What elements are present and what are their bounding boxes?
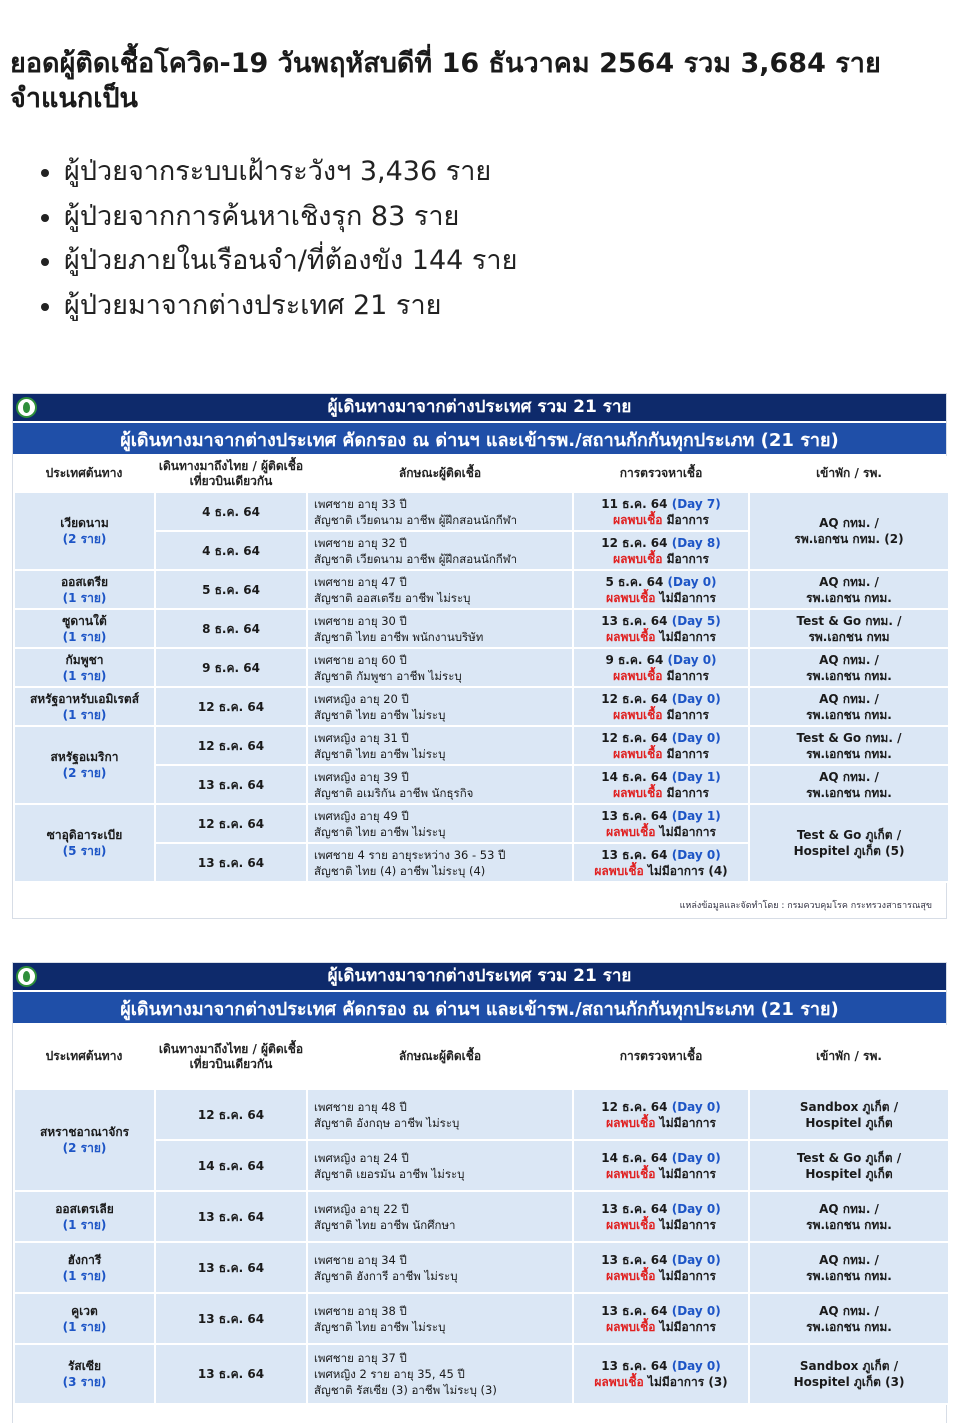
column-header: เข้าพัก / รพ.: [749, 1025, 949, 1089]
column-header: ลักษณะผู้ติดเชื้อ: [307, 456, 573, 492]
trait-cell: เพศชาย อายุ 32 ปี สัญชาติ เวียดนาม อาชีพ ผู้ฝึกสอนนักกีฬา: [307, 531, 573, 570]
table-row: [14, 687, 949, 726]
country-cell: รัสเซีย (3 ราย): [14, 1344, 155, 1404]
table-row: [14, 765, 949, 804]
card-subtitle: ผู้เดินทางมาจากต่างประเทศ คัดกรอง ณ ด่านฯ และเข้ารพ./สถานกักกันทุกประเภท (21 ราย): [13, 990, 946, 1025]
table-row: [14, 1140, 949, 1191]
column-header: เดินทางมาถึงไทย / ผู้ติดเชื้อเที่ยวบินเดียวกัน: [155, 456, 307, 492]
table-row: [14, 1293, 949, 1344]
stay-cell: Test & Go ภูเก็ต / Hospitel ภูเก็ต (5): [749, 804, 949, 882]
infographic-card-1: [12, 393, 947, 919]
country-cell: เวียดนาม (2 ราย): [14, 492, 155, 570]
list-item: ผู้ป่วยจากระบบเฝ้าระวังฯ 3,436 ราย: [38, 150, 938, 195]
column-header: การตรวจหาเชื้อ: [573, 1025, 749, 1089]
column-header: ลักษณะผู้ติดเชื้อ: [307, 1025, 573, 1089]
arrival-cell: 14 ธ.ค. 64: [155, 1140, 307, 1191]
test-cell: 13 ธ.ค. 64 (Day 0) ผลพบเชื้อ ไม่มีอาการ: [573, 1293, 749, 1344]
table-row: [14, 804, 949, 843]
test-cell: 13 ธ.ค. 64 (Day 0) ผลพบเชื้อ ไม่มีอาการ (3): [573, 1344, 749, 1404]
trait-cell: เพศชาย อายุ 30 ปี สัญชาติ ไทย อาชีพ พนักงานบริษัท: [307, 609, 573, 648]
stay-cell: AQ กทม. / รพ.เอกชน กทม.: [749, 648, 949, 687]
test-cell: 12 ธ.ค. 64 (Day 0) ผลพบเชื้อ มีอาการ: [573, 687, 749, 726]
table-row: [14, 726, 949, 765]
arrival-cell: 13 ธ.ค. 64: [155, 765, 307, 804]
test-cell: 11 ธ.ค. 64 (Day 7) ผลพบเชื้อ มีอาการ: [573, 492, 749, 531]
country-cell: ฮังการี (1 ราย): [14, 1242, 155, 1293]
test-cell: 14 ธ.ค. 64 (Day 0) ผลพบเชื้อ ไม่มีอาการ: [573, 1140, 749, 1191]
test-cell: 12 ธ.ค. 64 (Day 0) ผลพบเชื้อ มีอาการ: [573, 726, 749, 765]
stay-cell: AQ กทม. / รพ.เอกชน กทม.: [749, 1293, 949, 1344]
arrival-cell: 4 ธ.ค. 64: [155, 531, 307, 570]
arrival-cell: 5 ธ.ค. 64: [155, 570, 307, 609]
column-header: ประเทศต้นทาง: [14, 456, 155, 492]
arrival-cell: 13 ธ.ค. 64: [155, 1242, 307, 1293]
trait-cell: เพศหญิง อายุ 20 ปี สัญชาติ ไทย อาชีพ ไม่ระบุ: [307, 687, 573, 726]
card-title: ผู้เดินทางมาจากต่างประเทศ รวม 21 ราย: [327, 397, 632, 417]
test-cell: 13 ธ.ค. 64 (Day 0) ผลพบเชื้อ ไม่มีอาการ: [573, 1191, 749, 1242]
ministry-logo-icon: [16, 397, 37, 418]
trait-cell: เพศหญิง อายุ 49 ปี สัญชาติ ไทย อาชีพ ไม่ระบุ: [307, 804, 573, 843]
stay-cell: Test & Go กทม. / รพ.เอกชน กทม: [749, 609, 949, 648]
arrival-cell: 12 ธ.ค. 64: [155, 1089, 307, 1140]
trait-cell: เพศหญิง อายุ 39 ปี สัญชาติ อเมริกัน อาชีพ นักธุรกิจ: [307, 765, 573, 804]
country-cell: ออสเตรีย (1 ราย): [14, 570, 155, 609]
table-header-row: [14, 1025, 949, 1089]
arrival-cell: 13 ธ.ค. 64: [155, 1191, 307, 1242]
arrival-cell: 12 ธ.ค. 64: [155, 804, 307, 843]
summary-list: [38, 150, 938, 328]
test-cell: 9 ธ.ค. 64 (Day 0) ผลพบเชื้อ มีอาการ: [573, 648, 749, 687]
table-row: [14, 1089, 949, 1140]
table-row: [14, 609, 949, 648]
country-cell: ซาอุดิอาระเบีย (5 ราย): [14, 804, 155, 882]
country-cell: กัมพูชา (1 ราย): [14, 648, 155, 687]
country-cell: ซูดานใต้ (1 ราย): [14, 609, 155, 648]
trait-cell: เพศชาย 4 ราย อายุระหว่าง 36 - 53 ปี สัญชาติ ไทย (4) อาชีพ ไม่ระบุ (4): [307, 843, 573, 882]
arrival-cell: 13 ธ.ค. 64: [155, 843, 307, 882]
card-title-bar: [13, 963, 946, 990]
card-subtitle: ผู้เดินทางมาจากต่างประเทศ คัดกรอง ณ ด่านฯ และเข้ารพ./สถานกักกันทุกประเภท (21 ราย): [13, 421, 946, 456]
test-cell: 13 ธ.ค. 64 (Day 5) ผลพบเชื้อ ไม่มีอาการ: [573, 609, 749, 648]
stay-cell: AQ กทม. / รพ.เอกชน กทม. (2): [749, 492, 949, 570]
cases-table: [13, 456, 950, 883]
table-row: [14, 1242, 949, 1293]
table-row: [14, 492, 949, 531]
arrival-cell: 9 ธ.ค. 64: [155, 648, 307, 687]
table-row: [14, 570, 949, 609]
card-title-bar: [13, 394, 946, 421]
infographic-card-2: [12, 962, 947, 1423]
country-cell: คูเวต (1 ราย): [14, 1293, 155, 1344]
stay-cell: AQ กทม. / รพ.เอกชน กทม.: [749, 570, 949, 609]
trait-cell: เพศชาย อายุ 60 ปี สัญชาติ กัมพูชา อาชีพ ไม่ระบุ: [307, 648, 573, 687]
country-cell: สหราชอาณาจักร (2 ราย): [14, 1089, 155, 1191]
test-cell: 12 ธ.ค. 64 (Day 0) ผลพบเชื้อ ไม่มีอาการ: [573, 1089, 749, 1140]
stay-cell: Sandbox ภูเก็ต / Hospitel ภูเก็ต: [749, 1089, 949, 1140]
country-cell: ออสเตรเลีย (1 ราย): [14, 1191, 155, 1242]
ministry-logo-icon: [16, 966, 37, 987]
test-cell: 5 ธ.ค. 64 (Day 0) ผลพบเชื้อ ไม่มีอาการ: [573, 570, 749, 609]
cases-table: [13, 1025, 950, 1405]
trait-cell: เพศชาย อายุ 48 ปี สัญชาติ อังกฤษ อาชีพ ไม่ระบุ: [307, 1089, 573, 1140]
table-row: [14, 1191, 949, 1242]
arrival-cell: 8 ธ.ค. 64: [155, 609, 307, 648]
test-cell: 12 ธ.ค. 64 (Day 8) ผลพบเชื้อ มีอาการ: [573, 531, 749, 570]
stay-cell: AQ กทม. / รพ.เอกชน กทม.: [749, 765, 949, 804]
stay-cell: AQ กทม. / รพ.เอกชน กทม.: [749, 1242, 949, 1293]
test-cell: 13 ธ.ค. 64 (Day 0) ผลพบเชื้อ ไม่มีอาการ (4): [573, 843, 749, 882]
table-row: [14, 648, 949, 687]
trait-cell: เพศชาย อายุ 38 ปี สัญชาติ ไทย อาชีพ ไม่ระบุ: [307, 1293, 573, 1344]
column-header: เดินทางมาถึงไทย / ผู้ติดเชื้อเที่ยวบินเดียวกัน: [155, 1025, 307, 1089]
country-cell: สหรัฐอาหรับเอมิเรตส์ (1 ราย): [14, 687, 155, 726]
column-header: การตรวจหาเชื้อ: [573, 456, 749, 492]
column-header: เข้าพัก / รพ.: [749, 456, 949, 492]
arrival-cell: 12 ธ.ค. 64: [155, 726, 307, 765]
arrival-cell: 13 ธ.ค. 64: [155, 1344, 307, 1404]
arrival-cell: 13 ธ.ค. 64: [155, 1293, 307, 1344]
trait-cell: เพศหญิง อายุ 22 ปี สัญชาติ ไทย อาชีพ นักศึกษา: [307, 1191, 573, 1242]
trait-cell: เพศชาย อายุ 47 ปี สัญชาติ ออสเตรีย อาชีพ ไม่ระบุ: [307, 570, 573, 609]
country-cell: สหรัฐอเมริกา (2 ราย): [14, 726, 155, 804]
stay-cell: Test & Go ภูเก็ต / Hospitel ภูเก็ต: [749, 1140, 949, 1191]
stay-cell: Test & Go กทม. / รพ.เอกชน กทม.: [749, 726, 949, 765]
source-note: แหล่งข้อมูลและจัดทำโดย : กรมควบคุมโรค กระทรวงสาธารณสุข: [679, 901, 932, 911]
list-item: ผู้ป่วยจากการค้นหาเชิงรุก 83 ราย: [38, 195, 938, 240]
table-header-row: [14, 456, 949, 492]
page-headline: ยอดผู้ติดเชื้อโควิด-19 วันพฤหัสบดีที่ 16 ธันวาคม 2564 รวม 3,684 ราย จําแนกเป็น: [10, 48, 881, 114]
test-cell: 13 ธ.ค. 64 (Day 1) ผลพบเชื้อ ไม่มีอาการ: [573, 804, 749, 843]
test-cell: 13 ธ.ค. 64 (Day 0) ผลพบเชื้อ ไม่มีอาการ: [573, 1242, 749, 1293]
arrival-cell: 12 ธ.ค. 64: [155, 687, 307, 726]
trait-cell: เพศหญิง อายุ 24 ปี สัญชาติ เยอรมัน อาชีพ ไม่ระบุ: [307, 1140, 573, 1191]
stay-cell: AQ กทม. / รพ.เอกชน กทม.: [749, 1191, 949, 1242]
list-item: ผู้ป่วยมาจากต่างประเทศ 21 ราย: [38, 284, 938, 329]
test-cell: 14 ธ.ค. 64 (Day 1) ผลพบเชื้อ มีอาการ: [573, 765, 749, 804]
trait-cell: เพศชาย อายุ 37 ปี เพศหญิง 2 ราย อายุ 35, 45 ปี สัญชาติ รัสเซีย (3) อาชีพ ไม่ระบุ (3): [307, 1344, 573, 1404]
column-header: ประเทศต้นทาง: [14, 1025, 155, 1089]
trait-cell: เพศชาย อายุ 34 ปี สัญชาติ ฮังการี อาชีพ ไม่ระบุ: [307, 1242, 573, 1293]
list-item: ผู้ป่วยภายในเรือนจำ/ที่ต้องขัง 144 ราย: [38, 239, 938, 284]
stay-cell: AQ กทม. / รพ.เอกชน กทม.: [749, 687, 949, 726]
trait-cell: เพศชาย อายุ 33 ปี สัญชาติ เวียดนาม อาชีพ ผู้ฝึกสอนนักกีฬา: [307, 492, 573, 531]
stay-cell: Sandbox ภูเก็ต / Hospitel ภูเก็ต (3): [749, 1344, 949, 1404]
table-row: [14, 1344, 949, 1404]
trait-cell: เพศหญิง อายุ 31 ปี สัญชาติ ไทย อาชีพ ไม่ระบุ: [307, 726, 573, 765]
card-title: ผู้เดินทางมาจากต่างประเทศ รวม 21 ราย: [327, 966, 632, 986]
arrival-cell: 4 ธ.ค. 64: [155, 492, 307, 531]
